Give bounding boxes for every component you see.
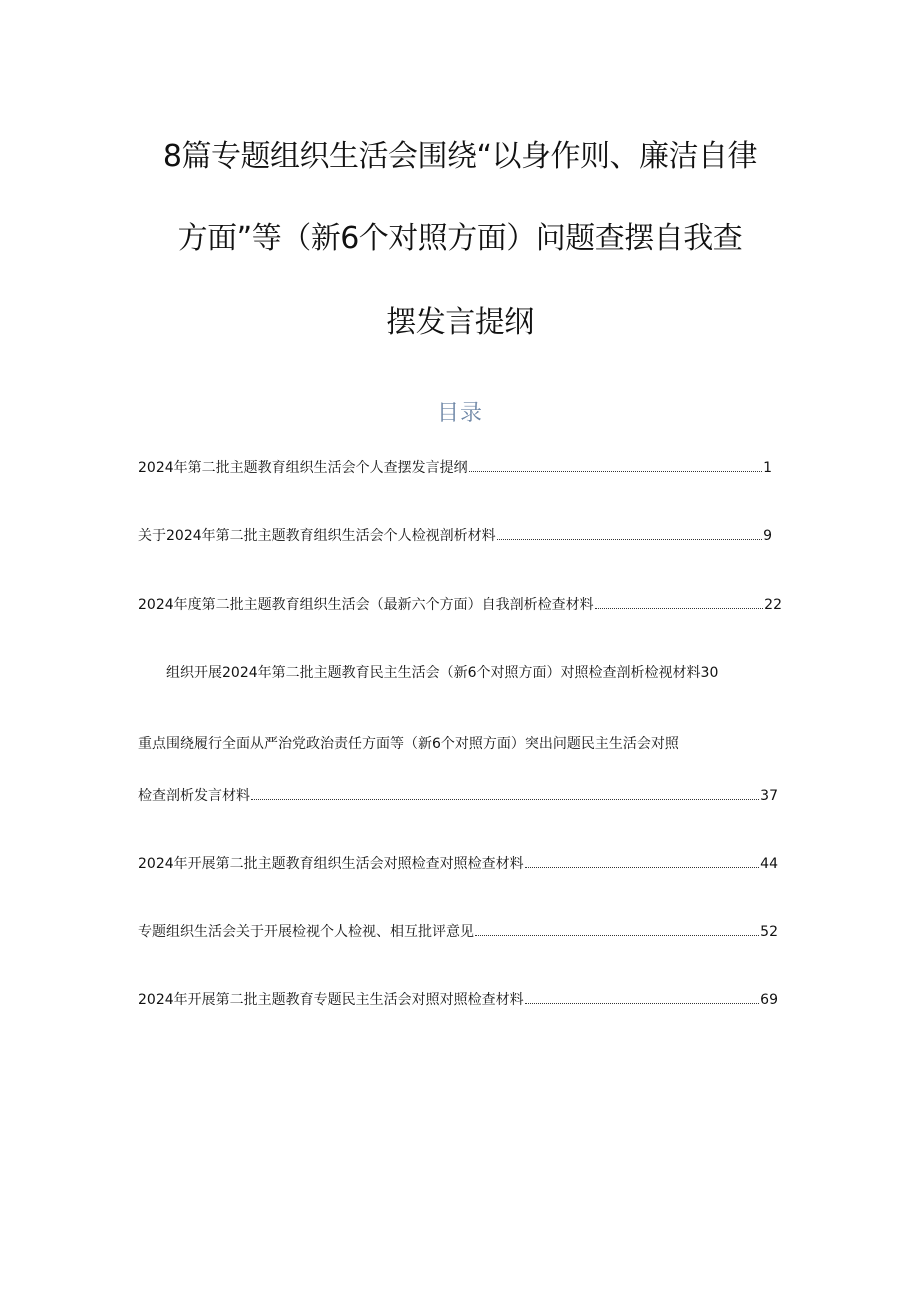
toc-entry-page: 44 xyxy=(760,856,778,872)
toc-heading: 目录 xyxy=(436,401,483,426)
toc-entry-page: 1 xyxy=(763,460,772,476)
toc-entry-label: 关于2024年第二批主题教育组织生活会个人检视剖析材料 xyxy=(138,528,496,544)
document-title-line-1: 8篇专题组织生活会围绕“以身作则、廉洁自律 xyxy=(162,139,758,174)
document-title-line-2: 方面”等（新6个对照方面）问题查摆自我查 xyxy=(177,221,743,256)
toc-entry-label: 检查剖析发言材料 xyxy=(138,788,250,804)
toc-entry-label: 专题组织生活会关于开展检视个人检视、相互批评意见 xyxy=(138,924,474,940)
toc-entry-label: 2024年第二批主题教育组织生活会个人查摆发言提纲 xyxy=(138,460,468,476)
toc-entry-page: 52 xyxy=(760,924,778,940)
toc-leader-dots xyxy=(525,990,760,1004)
toc-entry-5[interactable] xyxy=(138,786,778,806)
toc-entry-label: 2024年开展第二批主题教育组织生活会对照检查对照检查材料 xyxy=(138,856,524,872)
toc-entry-4[interactable]: 组织开展2024年第二批主题教育民主生活会（新6个对照方面）对照检查剖析检视材料30 xyxy=(166,665,719,681)
toc-entry-label: 2024年开展第二批主题教育专题民主生活会对照对照检查材料 xyxy=(138,992,524,1008)
toc-leader-dots xyxy=(469,458,762,472)
toc-entry-7[interactable] xyxy=(138,922,778,942)
toc-entry-1[interactable] xyxy=(138,458,772,478)
toc-entry-2[interactable] xyxy=(138,526,772,546)
toc-entry-page: 69 xyxy=(760,992,778,1008)
toc-entry-6[interactable] xyxy=(138,854,778,874)
toc-leader-dots xyxy=(251,786,759,800)
toc-entry-5-line-1[interactable]: 重点围绕履行全面从严治党政治责任方面等（新6个对照方面）突出问题民主生活会对照 xyxy=(138,736,679,752)
toc-leader-dots xyxy=(475,922,759,936)
toc-entry-8[interactable] xyxy=(138,990,778,1010)
toc-entry-page: 9 xyxy=(763,528,772,544)
toc-leader-dots xyxy=(497,526,762,540)
toc-entry-label: 2024年度第二批主题教育组织生活会（最新六个方面）自我剖析检查材料 xyxy=(138,597,594,613)
toc-leader-dots xyxy=(595,595,764,609)
toc-entry-page: 22 xyxy=(764,597,782,613)
document-title-line-3: 摆发言提纲 xyxy=(386,305,534,340)
toc-leader-dots xyxy=(525,854,760,868)
toc-entry-page: 37 xyxy=(760,788,778,804)
toc-entry-3[interactable] xyxy=(138,595,782,615)
